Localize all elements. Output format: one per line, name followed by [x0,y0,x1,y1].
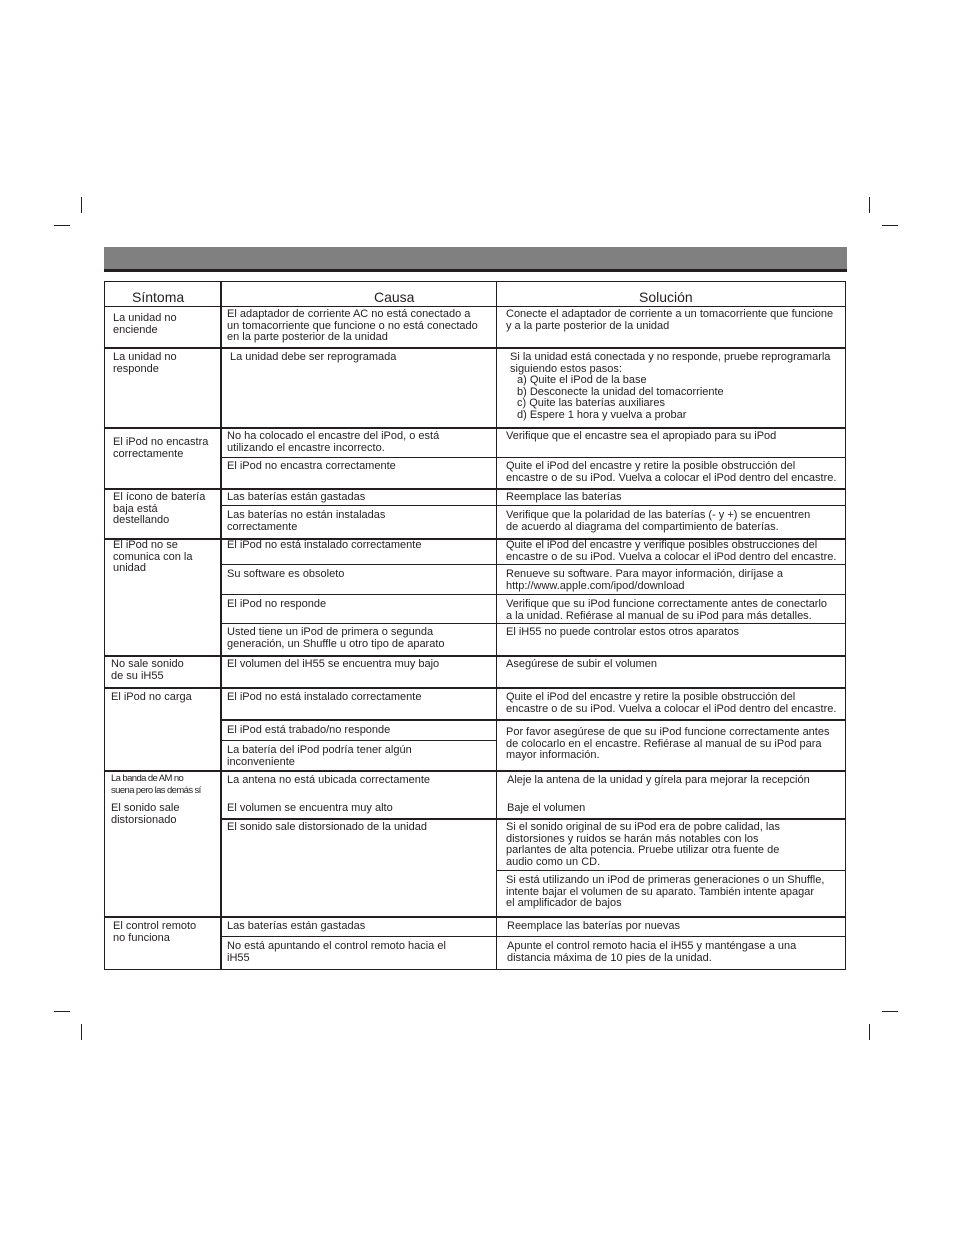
text-line: Quite el iPod del encastre y retire la posible obstrucción del [506,460,796,472]
subrow-divider [496,870,845,871]
subrow-divider [220,719,845,721]
symptom-cell [111,773,201,796]
text-line: siguiendo estos pasos: [510,362,622,375]
crop-mark [81,197,82,213]
symptom-cell [113,352,177,375]
cause-cell [227,941,446,964]
column-header-cause: Causa [374,289,415,305]
section-header-bar [104,247,847,272]
subrow-divider [220,740,497,741]
cause-cell [227,599,326,611]
solution-cell [506,692,836,715]
text-line: La unidad no [113,312,177,324]
text-line: d) Espere 1 hora y vuelva a probar [517,408,687,421]
text-line: Verifique que la polaridad de las baterías (- y +) se encuentren [506,509,811,521]
cause-cell [227,803,393,815]
cause-cell [227,431,439,454]
text-line: El sonido sale [111,802,180,814]
cause-cell [227,745,412,768]
crop-mark [54,225,70,226]
text-line: La banda de AM no [111,773,184,784]
text-line: Usted tiene un iPod de primera o segunda [227,626,434,638]
symptom-cell [113,313,177,336]
text-line: El iPod está trabado/no responde [227,724,391,736]
text-line: http://www.apple.com/ipod/download [506,579,685,592]
row-divider [105,488,845,490]
cause-cell [227,492,365,504]
text-line: No sale sonido [111,658,184,670]
text-line: el amplificador de bajos [506,897,622,910]
text-line: iH55 [227,951,250,964]
text-line: Su software es obsoleto [227,568,345,580]
column-divider [496,282,497,969]
crop-mark [54,1011,70,1012]
text-line: inconveniente [227,755,295,768]
crop-mark [882,1011,898,1012]
text-line: Reemplace las baterías [506,491,622,503]
text-line: Quite el iPod del encastre y retire la posible obstrucción del [506,691,796,703]
symptom-cell [111,692,192,704]
text-line: Verifique que el encastre sea el apropiado para su iPod [506,430,777,442]
crop-mark [869,197,870,213]
symptom-cell [113,437,208,460]
solution-cell [506,431,776,443]
text-line: de colocarlo en el encastre. Refiérase al manual de su iPod para [506,737,822,750]
text-line: Si la unidad está conectada y no responde, pruebe reprogramarla [510,351,831,363]
text-line: No ha colocado el encastre del iPod, o está [227,430,440,442]
text-line: La unidad no [113,351,177,363]
text-line: a la unidad. Refiérase al manual de su iPod para más detalles. [506,609,812,622]
text-line: correctamente [113,447,184,460]
solution-cell [506,569,783,592]
text-line: El volumen se encuentra muy alto [227,802,393,814]
text-line: encastre o de su iPod. Vuelva a colocar el iPod dentro del encastre. [506,702,837,715]
crop-mark [882,225,898,226]
symptom-cell [113,540,193,575]
text-line: Si está utilizando un iPod de primeras generaciones o un Shuffle, [506,874,825,886]
text-line: parlantes de alta potencia. Pruebe utilizar otra fuente de [506,844,780,857]
text-line: un tomacorriente que funcione o no está conectado [227,319,478,332]
text-line: encastre o de su iPod. Vuelva a colocar el iPod dentro del encastre. [506,550,837,563]
cause-cell [227,775,430,787]
text-line: mayor información. [506,749,600,762]
text-line: Las baterías están gastadas [227,491,366,503]
text-line: Verifique que su iPod funcione correctamente antes de conectarlo [506,598,828,610]
solution-cell [506,510,810,533]
row-divider [105,770,845,772]
text-line: El iPod no encastra correctamente [227,460,396,472]
row-divider [105,916,845,918]
text-line: El iPod no encastra [113,436,209,448]
solution-cell [506,875,824,910]
text-line: La antena no está ubicada correctamente [227,774,431,786]
text-line: unidad [113,562,147,575]
solution-cell [507,803,585,815]
text-line: Reemplace las baterías por nuevas [507,920,681,932]
cause-cell [227,659,439,671]
solution-cell [507,941,796,964]
cause-cell [227,569,344,581]
text-line: intente bajar el volumen de su aparato. También intente apagar [506,885,815,898]
text-line: encastre o de su iPod. Vuelva a colocar el iPod dentro del encastre. [506,471,837,484]
row-divider [105,427,845,429]
text-line: enciende [113,323,158,336]
text-line: El iPod no carga [111,691,192,703]
text-line: audio como un CD. [506,855,601,868]
subrow-divider [220,457,845,458]
cause-cell [227,692,421,704]
solution-cell [506,727,829,762]
solution-cell [506,492,622,504]
text-line: El volumen del iH55 se encuentra muy bajo [227,658,440,670]
text-line: a) Quite el iPod de la base [517,374,647,387]
troubleshooting-table [104,281,846,970]
solution-cell [507,775,810,787]
text-line: Las baterías están gastadas [227,920,366,932]
solution-cell [506,659,657,671]
text-line: La unidad debe ser reprogramada [230,351,397,363]
text-line: El adaptador de corriente AC no está conectado a [227,308,471,320]
text-line: Por favor asegúrese de que su iPod funcione correctamente antes [506,726,830,738]
subrow-divider [220,564,845,565]
text-line: b) Desconecte la unidad del tomacorriente [517,385,724,398]
text-line: No está apuntando el control remoto hacia el [227,940,446,952]
row-divider [105,655,845,657]
text-line: destellando [113,514,170,527]
text-line: de su iH55 [111,669,164,682]
column-header-symptom: Síntoma [132,289,185,305]
text-line: Las baterías no están instaladas [227,509,386,521]
solution-cell [506,822,780,868]
text-line: suena pero las demás sí [111,784,201,796]
cause-cell [227,540,421,552]
text-line: distorsionado [111,813,177,826]
solution-cell [510,352,830,422]
column-divider [220,282,222,969]
row-divider [105,306,845,307]
text-line: en la parte posterior de la unidad [227,331,388,344]
text-line: Conecte el adaptador de corriente a un tomacorriente que funcione [506,308,834,320]
text-line: El control remoto [113,920,197,932]
solution-cell [506,461,836,484]
symptom-cell [111,803,180,826]
text-line: correctamente [227,520,298,533]
text-line: generación, un Shuffle u otro tipo de aparato [227,637,445,650]
text-line: El iPod no está instalado correctamente [227,691,422,703]
subrow-divider [220,623,845,624]
solution-cell [506,309,833,332]
row-divider [105,347,845,349]
text-line: distancia máxima de 10 pies de la unidad. [507,951,712,964]
row-divider [105,687,845,689]
text-line: Renueve su software. Para mayor información, diríjase a [506,568,783,580]
text-line: El sonido sale distorsionado de la unidad [227,821,427,833]
text-line: utilizando el encastre incorrecto. [227,441,385,454]
subrow-divider [220,505,845,506]
text-line: baja está [113,502,158,515]
text-line: responde [113,362,159,375]
symptom-cell [113,492,205,527]
text-line: Si el sonido original de su iPod era de pobre calidad, las [506,821,780,833]
cause-cell [230,352,396,364]
text-line: Baje el volumen [507,802,586,814]
text-line: y a la parte posterior de la unidad [506,319,670,332]
column-header-solution: Solución [639,289,693,305]
cause-cell [227,822,427,834]
crop-mark [81,1024,82,1040]
solution-cell [506,540,836,563]
solution-cell [506,627,739,639]
solution-cell [506,599,827,622]
subrow-divider [220,594,845,595]
text-line: La batería del iPod podría tener algún [227,744,412,756]
text-line: Asegúrese de subir el volumen [506,658,658,670]
text-line: no funciona [113,931,170,944]
subrow-divider [220,818,845,820]
cause-cell [227,309,478,344]
symptom-cell [113,921,196,944]
text-line: El iPod no responde [227,598,327,610]
text-line: c) Quite las baterías auxiliares [517,397,665,410]
text-line: El ícono de batería [113,491,206,503]
cause-cell [227,627,445,650]
text-line: Aleje la antena de la unidad y gírela para mejorar la recepción [507,774,810,786]
text-line: El iPod no se [113,539,178,551]
cause-cell [227,510,385,533]
text-line: comunica con la [113,550,193,563]
text-line: Quite el iPod del encastre y verifique posibles obstrucciones del [506,539,818,551]
text-line: distorsiones y ruidos se harán más notables con los [506,832,759,845]
cause-cell [227,921,365,933]
crop-mark [869,1024,870,1040]
cause-cell [227,461,396,473]
cause-cell [227,725,390,737]
text-line: Apunte el control remoto hacia el iH55 y manténgase a una [507,940,797,952]
text-line: de acuerdo al diagrama del compartimiento de baterías. [506,520,779,533]
text-line: El iPod no está instalado correctamente [227,539,422,551]
subrow-divider [220,936,845,937]
solution-cell [507,921,680,933]
text-line: El iH55 no puede controlar estos otros aparatos [506,626,739,638]
symptom-cell [111,659,184,682]
